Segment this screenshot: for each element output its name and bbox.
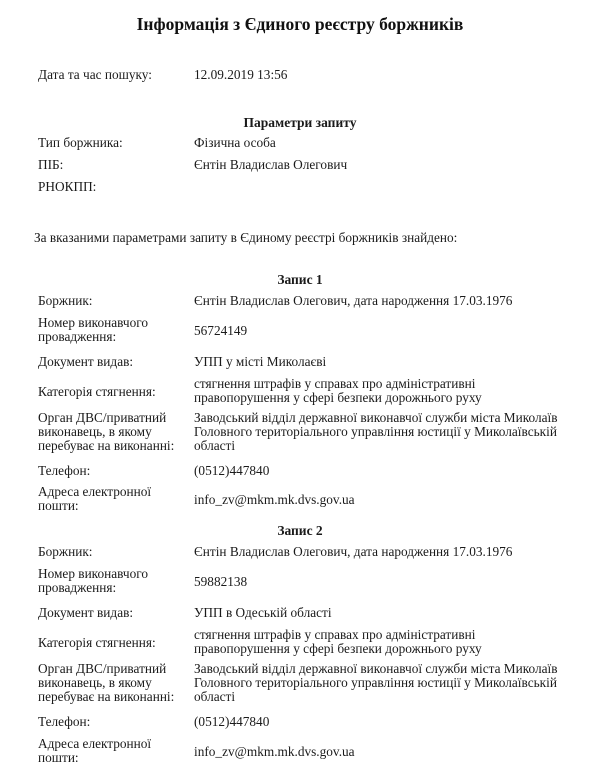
phone-value: (0512)447840 [194,714,270,729]
authority-label-line: перебуває на виконанні: [38,689,175,704]
authority-label-line: Орган ДВС/приватний [38,661,167,676]
authority-label [38,662,174,704]
proceeding-label-line: провадження: [38,329,117,344]
email-label-line: Адреса електронної [38,736,152,751]
category-value [194,628,482,656]
debtor-label: Боржник: [38,293,93,308]
debtor-value: Єнтін Владислав Олегович, дата народження 17.03.1976 [194,544,513,559]
document-title: Інформація з Єдиного реєстру боржників [136,14,464,34]
record-heading: Запис 1 [277,272,323,287]
authority-value-line: Головного територіального управління юстиції у Миколаївській [194,675,557,690]
record-2 [0,521,600,765]
record-1 [0,270,600,513]
search-datetime-label: Дата та час пошуку: [38,67,152,82]
name-value: Єнтін Владислав Олегович [194,157,348,172]
proceeding-label-line: Номер виконавчого [38,566,149,581]
authority-value [194,662,558,704]
tax-id-label: РНОКПП: [38,179,97,194]
email-label-line: пошти: [38,750,79,765]
search-datetime-value: 12.09.2019 13:56 [194,67,288,82]
authority-value-line: області [194,689,236,704]
authority-label-line: Орган ДВС/приватний [38,410,167,425]
debtor-label: Боржник: [38,544,93,559]
proceeding-value: 59882138 [194,574,248,589]
category-label: Категорія стягнення: [38,384,156,399]
debtor-type-label: Тип боржника: [38,135,123,150]
phone-value: (0512)447840 [194,463,270,478]
issued-by-value: УПП у місті Миколаєві [194,354,327,369]
proceeding-label-line: провадження: [38,580,117,595]
issued-by-label: Документ видав: [38,605,134,620]
authority-value-line: Головного територіального управління юстиції у Миколаївській [194,424,557,439]
proceeding-label [38,567,148,595]
params-heading: Параметри запиту [243,115,357,130]
proceeding-label [38,316,148,344]
authority-value-line: Заводський відділ державної виконавчої служби міста Миколаїв [194,661,558,676]
category-value-line: правопорушення у сфері безпеки дорожнього руху [194,641,482,656]
name-label: ПІБ: [38,157,64,172]
authority-label [38,411,174,453]
authority-value [194,411,558,453]
proceeding-label-line: Номер виконавчого [38,315,149,330]
category-value-line: правопорушення у сфері безпеки дорожнього руху [194,390,482,405]
category-label: Категорія стягнення: [38,635,156,650]
authority-label-line: перебуває на виконанні: [38,438,175,453]
authority-value-line: Заводський відділ державної виконавчої служби міста Миколаїв [194,410,558,425]
authority-label-line: виконавець, в якому [38,424,152,439]
debtor-type-value: Фізична особа [194,135,276,150]
category-value-line: стягнення штрафів у справах про адміністративні [194,627,476,642]
phone-label: Телефон: [38,463,91,478]
email-label-line: Адреса електронної [38,484,152,499]
issued-by-value: УПП в Одеській області [194,605,332,620]
email-value: info_zv@mkm.mk.dvs.gov.ua [194,744,355,759]
authority-label-line: виконавець, в якому [38,675,152,690]
issued-by-label: Документ видав: [38,354,134,369]
category-value [194,377,482,405]
proceeding-value: 56724149 [194,323,248,338]
email-label [38,485,151,513]
email-value: info_zv@mkm.mk.dvs.gov.ua [194,492,355,507]
authority-value-line: області [194,438,236,453]
phone-label: Телефон: [38,714,91,729]
debtor-value: Єнтін Владислав Олегович, дата народження 17.03.1976 [194,293,513,308]
result-intro: За вказаними параметрами запиту в Єдиному реєстрі боржників знайдено: [34,230,458,245]
email-label [38,737,151,765]
email-label-line: пошти: [38,498,79,513]
category-value-line: стягнення штрафів у справах про адміністративні [194,376,476,391]
record-heading: Запис 2 [277,523,323,538]
